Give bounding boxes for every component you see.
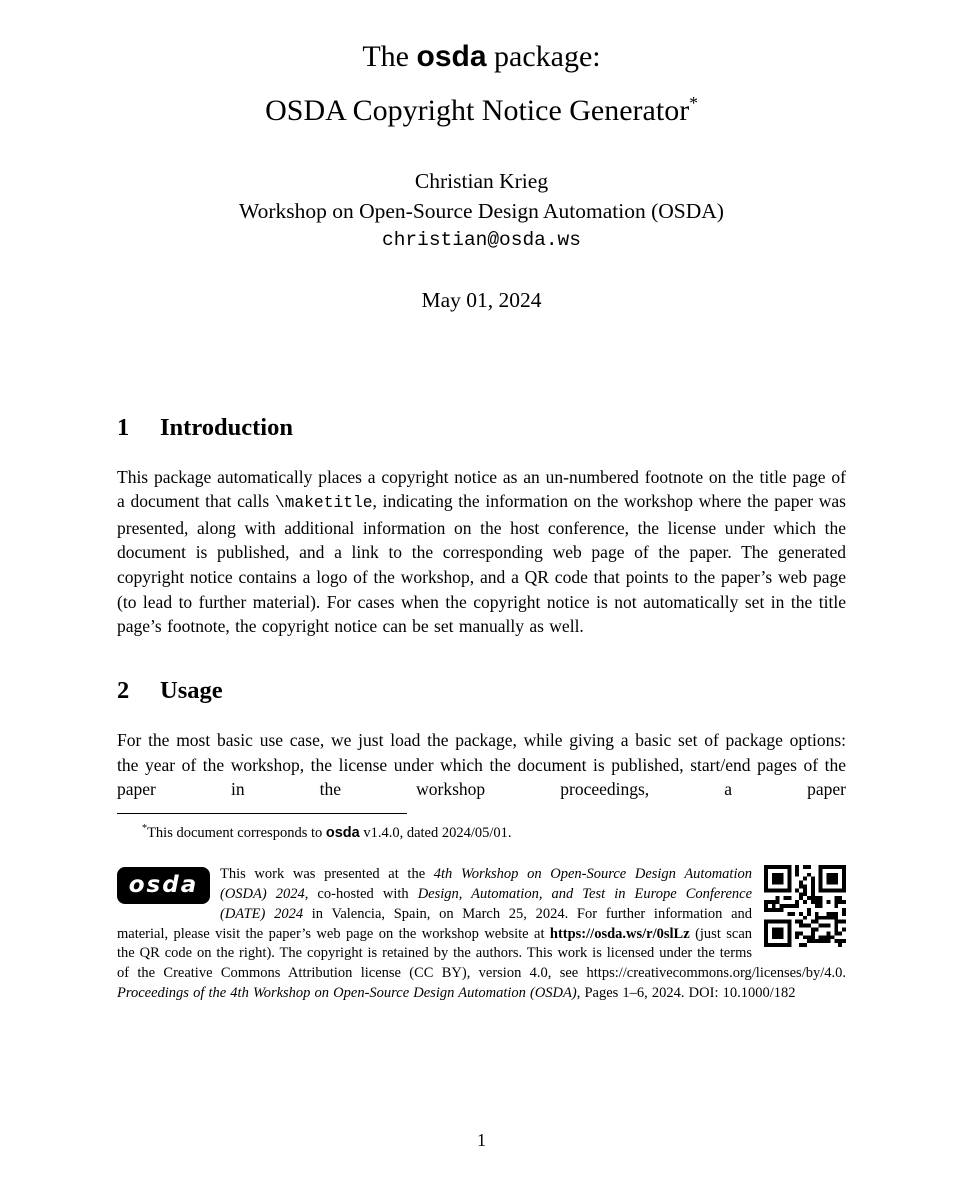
section-2-heading [117,677,846,705]
paper-title-line2: OSDA Copyright Notice Generator* [265,93,698,127]
section-2-paragraph: For the most basic use case, we just load the package, while giving a basic set of package options: the year of the workshop, the license under which the document is published, start/end pages of the paper in the workshop proceedings, a paper [117,730,846,800]
author-block [117,167,846,256]
author-name: Christian Krieg [414,169,549,193]
section-1-title: Introduction [160,413,293,441]
paper-date: May 01, 2024 [421,287,542,312]
page-number: 1 [477,1130,486,1150]
section-2-title: Usage [160,677,223,705]
author-email: christian@osda.ws [382,229,581,251]
paper-title [117,33,846,134]
page-content [117,0,846,1183]
footnote-rule [117,813,407,814]
copyright-notice-text: This work was presented at the 4th Workshop on Open-Source Design Automation (OSDA) 2024, co-hosted with Design, Automation, and Test in Europe Conference (DATE) 2024 in Valencia, Spain, on March 25, 2024. For further information and material, please visit the paper’s web page on the workshop website at https://osda.ws/r/0slLz (just scan the QR code on the right). The copyright is retained by the authors. This work is licensed under the terms of the Creative Commons Attribution license (CC BY), version 4.0, see https://creativecommons.org/licenses/by/4.0. Proceedings of the 4th Workshop on Open-Source Design Automation (OSDA), Pages 1–6, 2024. DOI: 10.1000/182 [117,866,846,1001]
section-1-number: 1 [117,413,130,441]
section-1-paragraph: This package automatically places a copyright notice as an un-numbered footnote on the title page of a document that calls \maketitle, indicating the information on the workshop where the paper was presented, along with additional information on the host conference, the license under which the document is published, and a link to the corresponding web page of the paper. The generated copyright notice contains a logo of the workshop, and a QR code that points to the paper’s web page (to lead to further material). For cases when the copyright notice is not automatically set in the title page’s footnote, the copyright notice can be set manually as well. [117,466,846,637]
footnote: *This document corresponds to osda v1.4.0, dated 2024/05/01. [142,823,512,841]
copyright-notice [117,865,846,1003]
osda-logo: osda [117,867,210,904]
section-2-number: 2 [117,677,130,705]
author-affiliation: Workshop on Open-Source Design Automation (OSDA) [239,198,724,223]
paper-title-line1: The osda package: [362,40,601,73]
section-1-heading [117,414,846,442]
qr-code-icon [764,865,846,947]
